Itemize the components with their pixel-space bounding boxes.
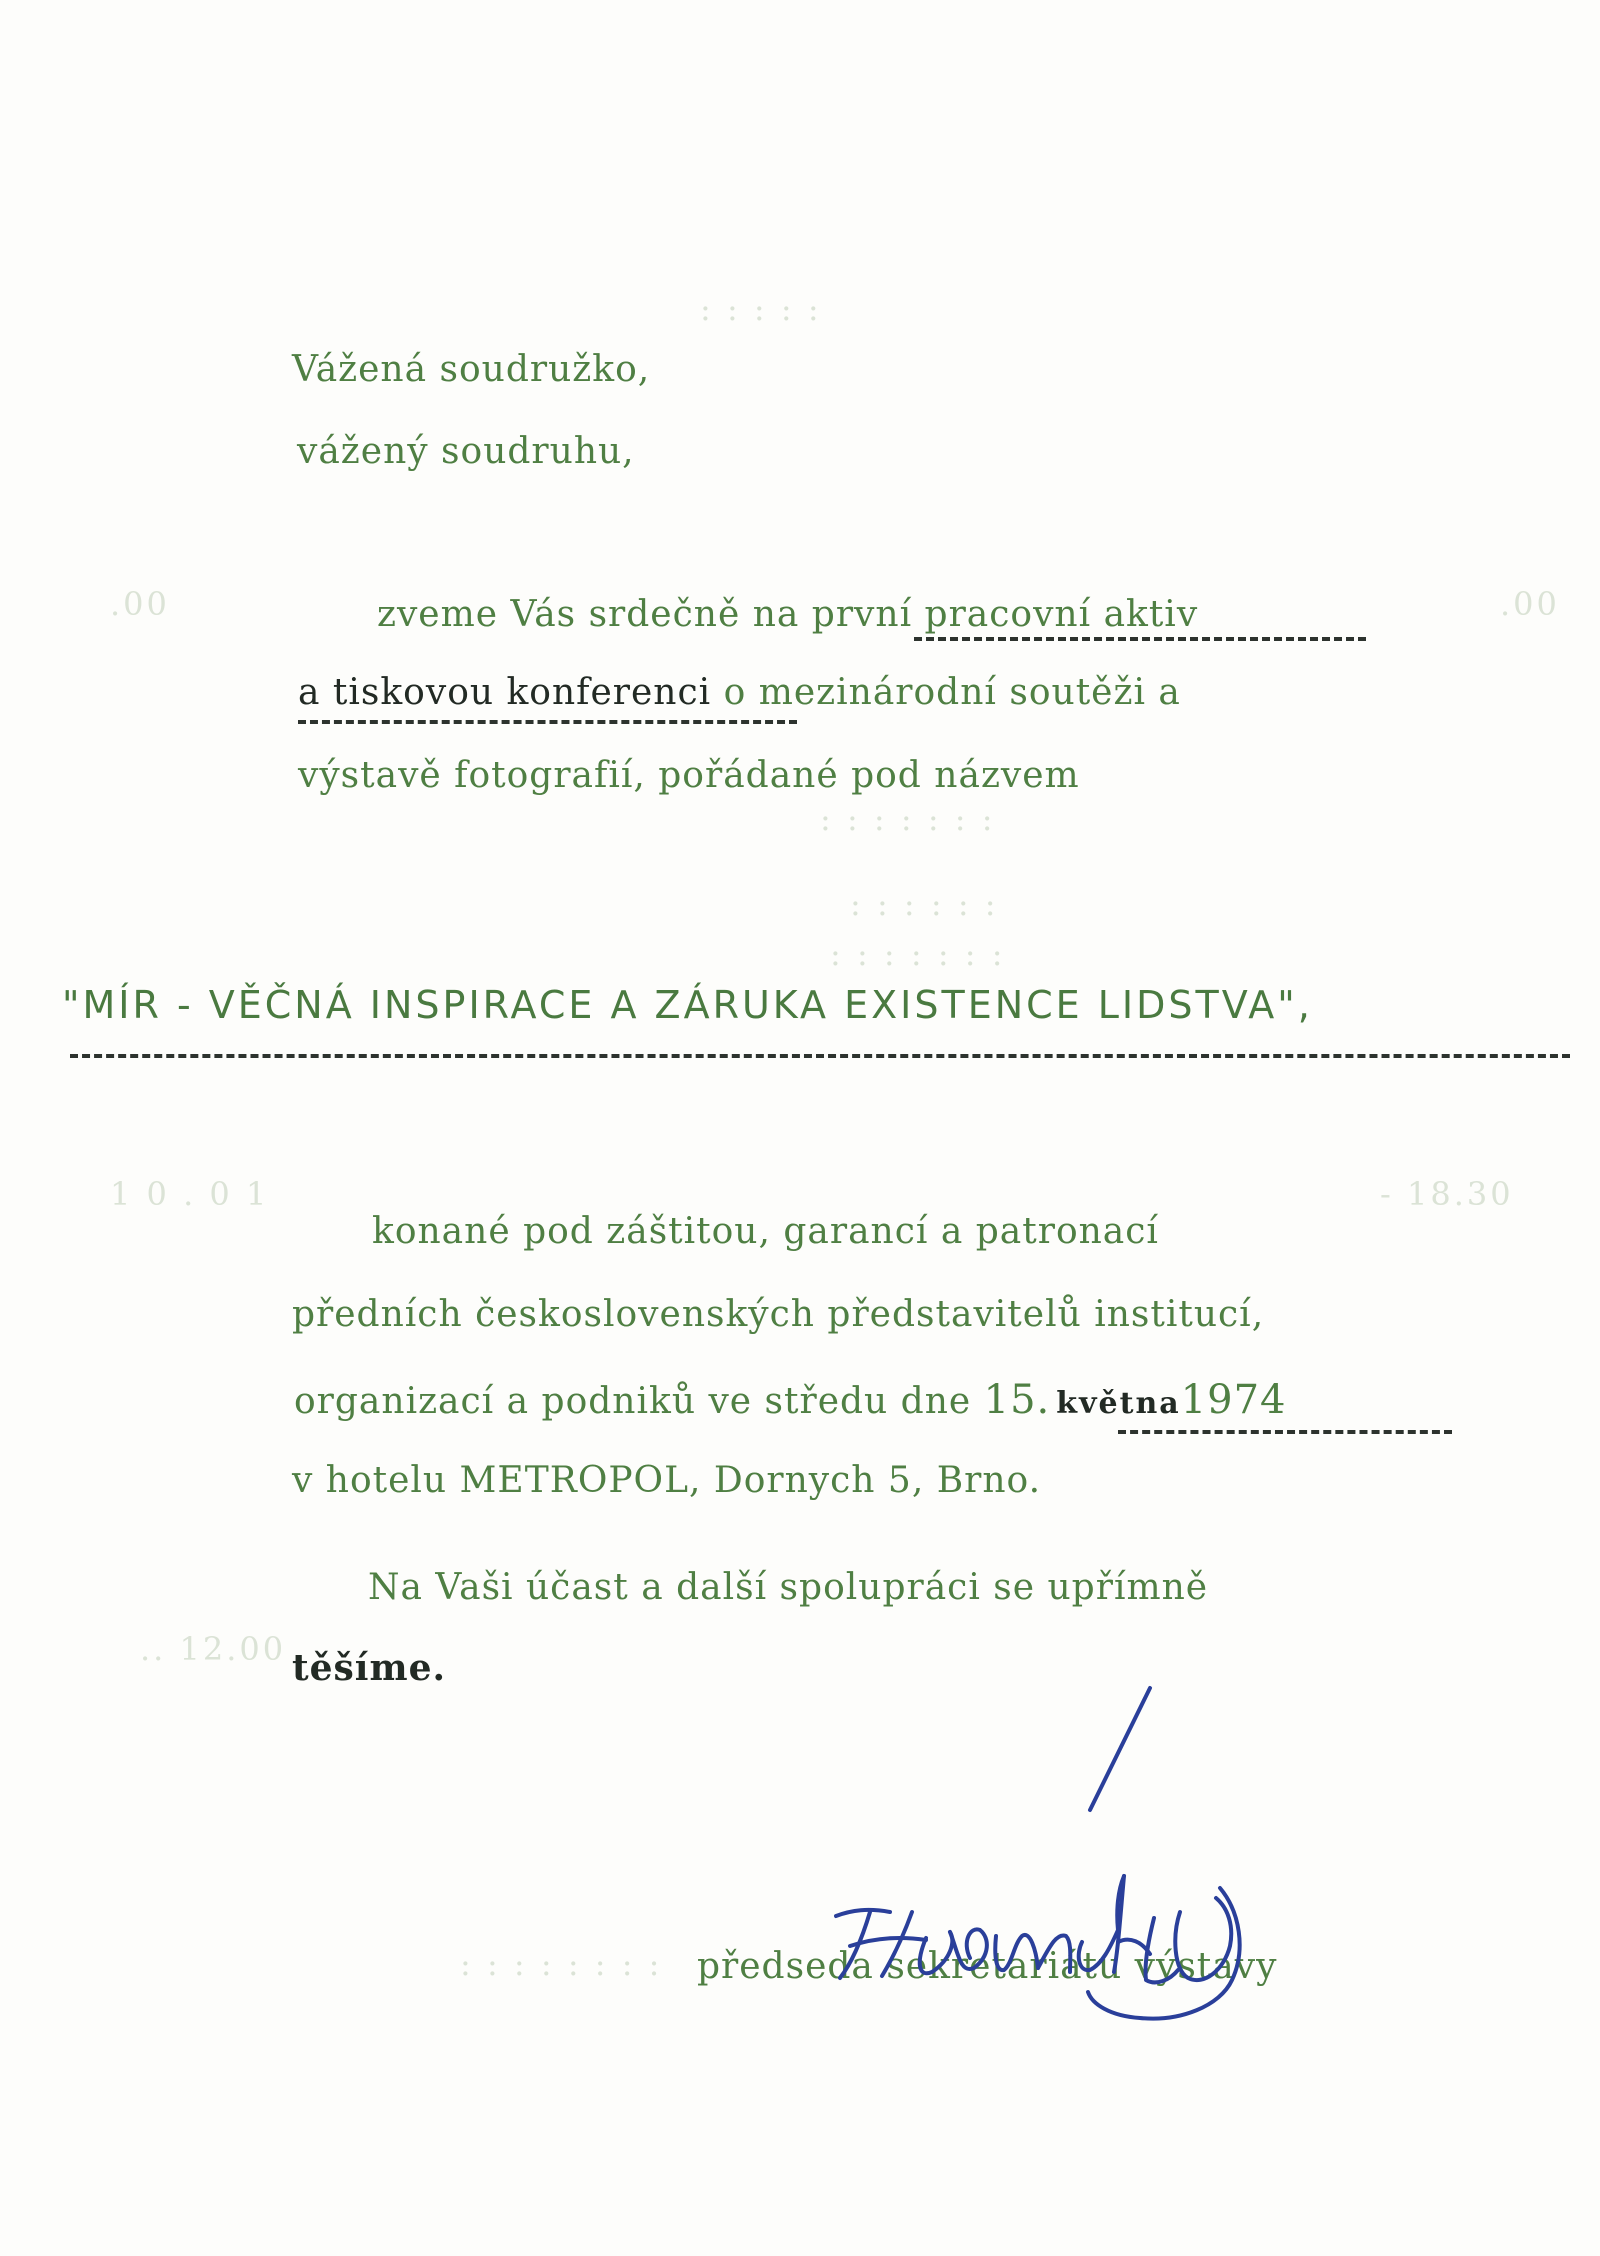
bleed-through-marks: : : : : : : : : xyxy=(460,1945,663,1983)
paragraph-3-line-1: Na Vaši účast a další spolupráci se upřímně xyxy=(368,1567,1209,1608)
bleed-through-marks: - 18.30 xyxy=(1380,1175,1514,1213)
bleed-through-marks: .00 xyxy=(110,585,170,623)
bleed-through-marks: .00 xyxy=(1500,585,1560,623)
highlighted-phrase: první pracovní aktiv xyxy=(811,594,1199,635)
paragraph-2-line-2: předních československých představitelů institucí, xyxy=(292,1294,1265,1335)
signatory-title: předseda sekretariátu výstavy xyxy=(697,1946,1278,1987)
bleed-through-marks: .. 12.00 xyxy=(140,1630,287,1668)
bleed-through-marks: : : : : : xyxy=(700,290,822,328)
paragraph-1-line-3: výstavě fotografií, pořádané pod názvem xyxy=(298,755,1080,796)
paragraph-2-line-1: konané pod záštitou, garancí a patronací xyxy=(372,1211,1159,1252)
dashed-underline xyxy=(1118,1430,1452,1434)
date-month: května xyxy=(1056,1386,1181,1421)
salutation-line-2: vážený soudruhu, xyxy=(297,431,635,472)
paragraph-2-line-3 xyxy=(294,1377,1287,1424)
date-day: 15. xyxy=(983,1377,1051,1423)
bleed-through-marks: : : : : : : : xyxy=(820,800,996,838)
highlighted-phrase: a tiskovou konferenci xyxy=(298,672,712,713)
bleed-through-marks: 1 0 . 0 1 xyxy=(110,1175,270,1213)
bleed-through-marks: : : : : : : xyxy=(850,885,999,923)
bleed-through-marks: : : : : : : : xyxy=(830,935,1006,973)
paragraph-2-line-4: v hotelu METROPOL, Dornych 5, Brno. xyxy=(292,1460,1042,1501)
dashed-underline xyxy=(914,637,1366,641)
paragraph-1-line-1 xyxy=(377,595,1198,635)
handwritten-signature xyxy=(800,1680,1340,2040)
paragraph-3-line-2: těšíme. xyxy=(292,1647,447,1689)
event-title: "MÍR - VĚČNÁ INSPIRACE A ZÁRUKA EXISTENCE LIDSTVA", xyxy=(62,983,1313,1027)
paragraph-1-line-2-text: o mezinárodní soutěži a xyxy=(711,672,1181,713)
paragraph-1-line-2 xyxy=(298,673,1181,713)
paragraph-2-line-3-text: organizací a podniků ve středu dne xyxy=(294,1381,984,1422)
date-year: 1974 xyxy=(1180,1377,1287,1423)
dashed-underline xyxy=(70,1054,1570,1058)
dashed-underline xyxy=(298,720,797,724)
salutation-line-1: Vážená soudružko, xyxy=(292,349,651,390)
paragraph-1-line-1-text: zveme Vás srdečně na xyxy=(377,594,812,635)
